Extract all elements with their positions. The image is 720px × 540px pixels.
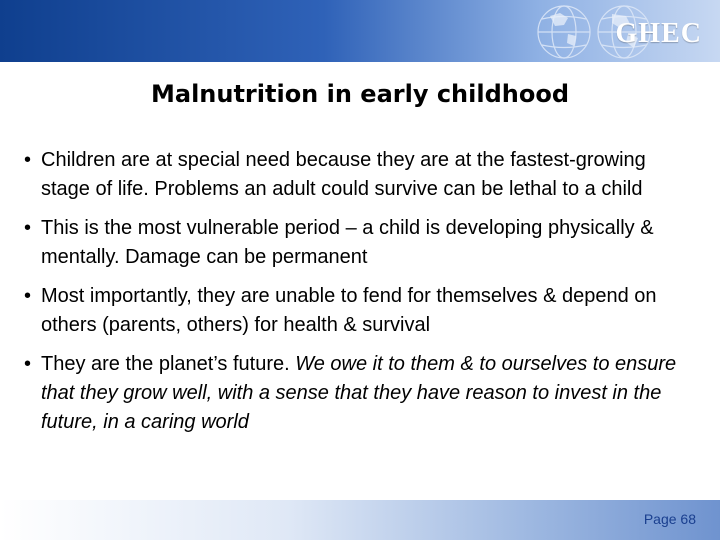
slide-title: Malnutrition in early childhood — [150, 80, 570, 108]
footer-bar — [0, 500, 720, 540]
bullet-dot-icon: • — [24, 285, 32, 307]
bullet-dot-icon: • — [24, 149, 32, 171]
bullet-text: They are the planet’s future. — [41, 353, 296, 375]
bullet-list — [20, 146, 700, 447]
bullet-dot-icon: • — [24, 353, 32, 375]
header-bar — [0, 0, 720, 62]
bullet-text: This is the most vulnerable period – a child is developing physically & mentally. Damage can be permanent — [41, 217, 654, 268]
bullet-text: Children are at special need because they are at the fastest-growing stage of life. Problems an adult could survive can be lethal to a child — [41, 149, 646, 200]
bullet-italic-text: We owe it to them & to ourselves to ensure that they grow well, with a sense that they have reason to invest in the future, in a caring world — [41, 353, 677, 433]
bullet-item — [20, 282, 700, 340]
bullet-item — [20, 350, 700, 437]
bullet-item — [20, 214, 700, 272]
bullet-text: Most importantly, they are unable to fend for themselves & depend on others (parents, others) for health & survival — [41, 285, 657, 336]
bullet-dot-icon: • — [24, 217, 32, 239]
bullet-item — [20, 146, 700, 204]
page-number: Page 68 — [643, 511, 696, 527]
logo-text: GHEC — [615, 18, 702, 49]
